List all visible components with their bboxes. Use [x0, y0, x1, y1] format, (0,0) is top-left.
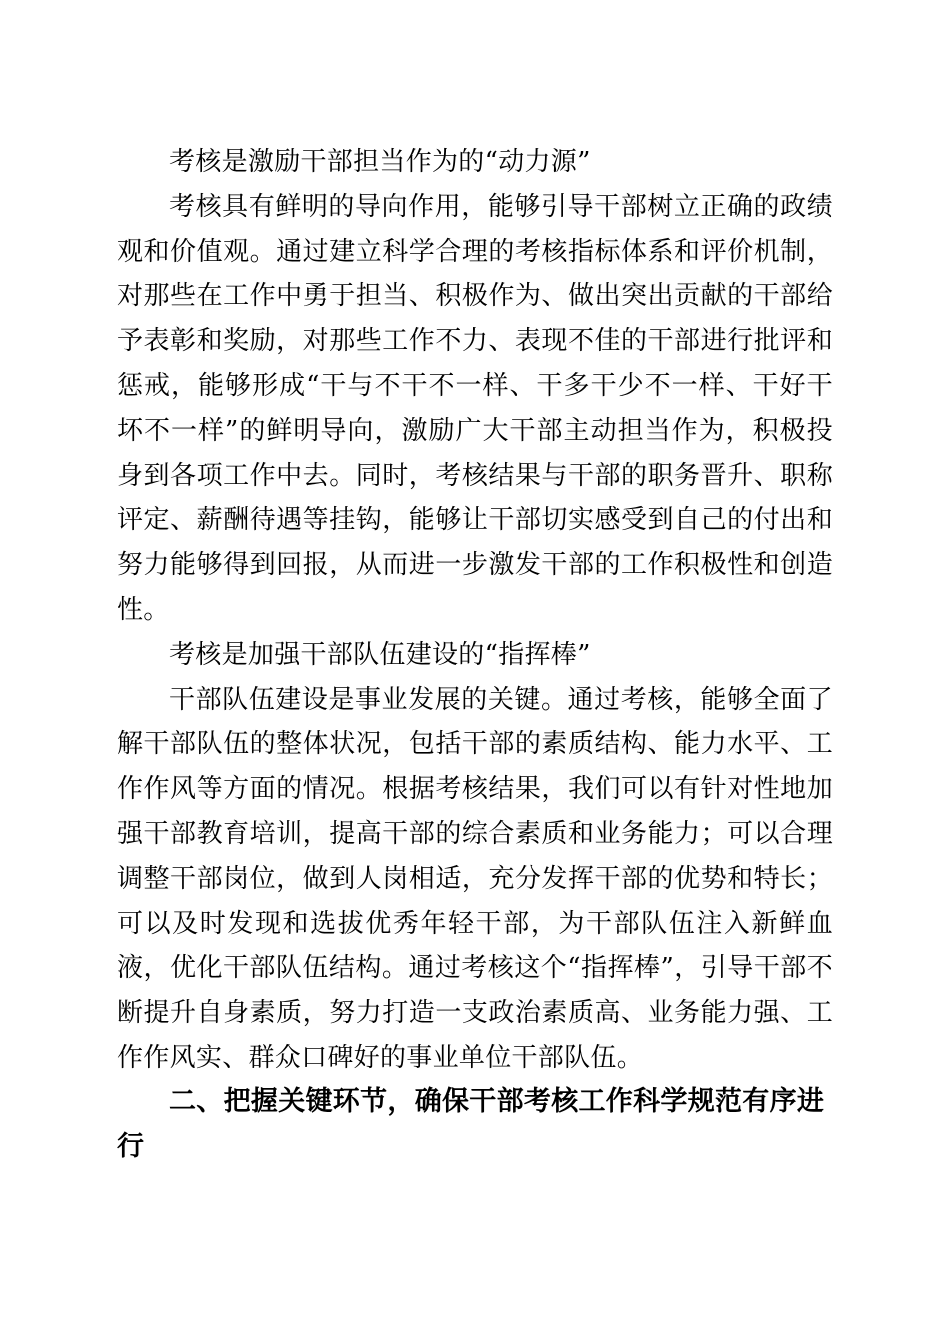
paragraph-motivation: 考核具有鲜明的导向作用，能够引导干部树立正确的政绩观和价值观。通过建立科学合理的考核指标体系和评价机制，对那些在工作中勇于担当、积极作为、做出突出贡献的干部给予表彰和奖励，对那些工作不力、表现不佳的干部进行批评和惩戒，能够形成“干与不干不一样、干多干少不一样、干好干坏不一样”的鲜明导向，激励广大干部主动担当作为，积极投身到各项工作中去。同时，考核结果与干部的职务晋升、职称评定、薪酬待遇等挂钩，能够让干部切实感受到自己的付出和努力能够得到回报，从而进一步激发干部的工作积极性和创造性。	[117, 191, 833, 625]
document-body	[117, 140, 833, 1081]
subheading-motivation: 考核是激励干部担当作为的“动力源”	[169, 147, 591, 177]
section-title: 二、把握关键环节，确保干部考核工作科学规范有序进行	[117, 1086, 825, 1162]
paragraph-team-building: 干部队伍建设是事业发展的关键。通过考核，能够全面了解干部队伍的整体状况，包括干部的素质结构、能力水平、工作作风等方面的情况。根据考核结果，我们可以有针对性地加强干部教育培训，提高干部的综合素质和业务能力；可以合理调整干部岗位，做到人岗相适，充分发挥干部的优势和特长；可以及时发现和选拔优秀年轻干部，为干部队伍注入新鲜血液，优化干部队伍结构。通过考核这个“指挥棒”，引导干部不断提升自身素质，努力打造一支政治素质高、业务能力强、工作作风实、群众口碑好的事业单位干部队伍。	[117, 684, 833, 1073]
subheading-team-building: 考核是加强干部队伍建设的“指挥棒”	[169, 639, 591, 670]
